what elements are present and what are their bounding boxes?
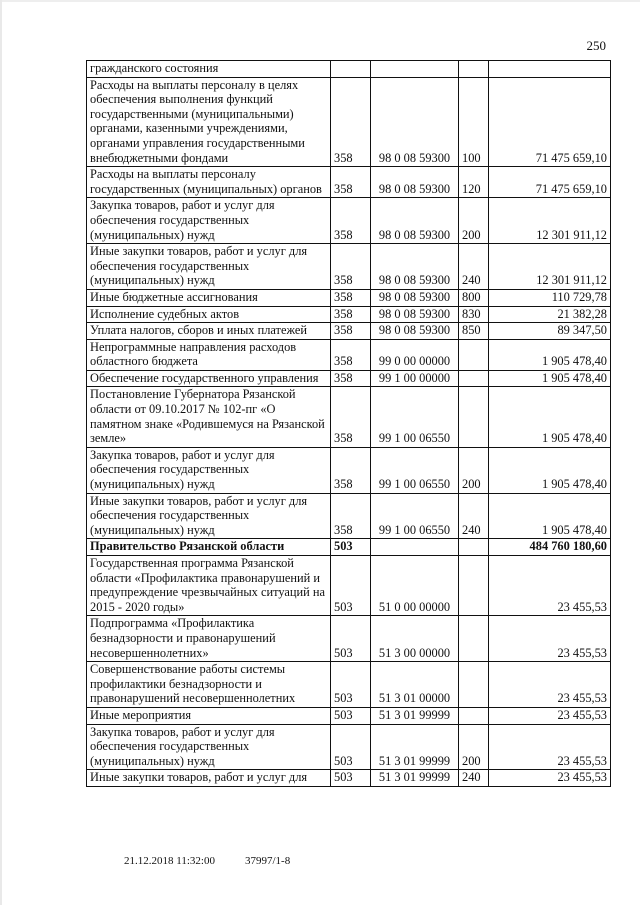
amount: 484 760 180,60: [489, 539, 611, 556]
expense-type: 240: [459, 770, 489, 787]
footer-timestamp: 21.12.2018 11:32:00: [124, 855, 215, 867]
page-number: 250: [586, 38, 606, 53]
table-row: [87, 323, 611, 340]
table-row: [87, 387, 611, 447]
target-article: 51 0 00 00000: [371, 556, 459, 616]
department-code: 358: [331, 77, 371, 167]
expense-name: Расходы на выплаты персоналу государственных (муниципальных) органов: [87, 167, 331, 198]
expense-type: [459, 387, 489, 447]
amount: 1 905 478,40: [489, 447, 611, 493]
amount: 89 347,50: [489, 323, 611, 340]
expense-name: Расходы на выплаты персоналу в целях обеспечения выполнения функций государственными (муниципальными) органами, казенными учреждениями, органами управления государственными внебюджетными фондами: [87, 77, 331, 167]
expense-type: [459, 616, 489, 662]
expense-name: Иные закупки товаров, работ и услуг для обеспечения государственных (муниципальных) нужд: [87, 244, 331, 290]
expense-name: Совершенствование работы системы профилактики безнадзорности и правонарушений несовершеннолетних: [87, 662, 331, 708]
table-row: [87, 77, 611, 167]
scan-left-edge: [0, 0, 2, 905]
table-row: [87, 198, 611, 244]
expense-name: Закупка товаров, работ и услуг для обеспечения государственных (муниципальных) нужд: [87, 198, 331, 244]
target-article: 99 1 00 06550: [371, 493, 459, 539]
table-row: [87, 724, 611, 770]
expense-name: Обеспечение государственного управления: [87, 370, 331, 387]
table-row: [87, 662, 611, 708]
expense-type: [459, 370, 489, 387]
amount: 23 455,53: [489, 707, 611, 724]
expense-type: 850: [459, 323, 489, 340]
amount: 71 475 659,10: [489, 167, 611, 198]
expense-type: 800: [459, 289, 489, 306]
table-row: [87, 289, 611, 306]
target-article: 99 0 00 00000: [371, 339, 459, 370]
department-code: 503: [331, 724, 371, 770]
table-row-department-total: [87, 539, 611, 556]
footer-doc-number: 37997/1-8: [244, 855, 291, 867]
target-article: 98 0 08 59300: [371, 306, 459, 323]
amount: 21 382,28: [489, 306, 611, 323]
table-row: [87, 770, 611, 787]
department-code: 503: [331, 770, 371, 787]
expense-type: 200: [459, 447, 489, 493]
expense-type: [459, 662, 489, 708]
amount: 1 905 478,40: [489, 370, 611, 387]
expense-type: 200: [459, 198, 489, 244]
department-code: 358: [331, 306, 371, 323]
amount: 23 455,53: [489, 616, 611, 662]
amount: 23 455,53: [489, 724, 611, 770]
target-article: 51 3 01 99999: [371, 707, 459, 724]
expense-type: 830: [459, 306, 489, 323]
table-row: [87, 447, 611, 493]
department-code: [331, 61, 371, 78]
table-row: [87, 339, 611, 370]
table-row: [87, 707, 611, 724]
department-code: 358: [331, 289, 371, 306]
expense-type: [459, 556, 489, 616]
table-row: [87, 616, 611, 662]
department-code: 358: [331, 493, 371, 539]
target-article: 51 3 01 00000: [371, 662, 459, 708]
department-code: 358: [331, 339, 371, 370]
expense-name: Постановление Губернатора Рязанской области от 09.10.2017 № 102-пг «О памятном знаке «Родившемуся на Рязанской земле»: [87, 387, 331, 447]
amount: 23 455,53: [489, 662, 611, 708]
table-row: [87, 370, 611, 387]
table-row: [87, 244, 611, 290]
department-code: 503: [331, 556, 371, 616]
page-footer: [124, 855, 290, 867]
expense-name: Исполнение судебных актов: [87, 306, 331, 323]
amount: 71 475 659,10: [489, 77, 611, 167]
target-article: 98 0 08 59300: [371, 323, 459, 340]
expense-name: Иные закупки товаров, работ и услуг для обеспечения государственных (муниципальных) нужд: [87, 493, 331, 539]
scan-top-edge: [0, 0, 640, 2]
table-row: [87, 167, 611, 198]
amount: 12 301 911,12: [489, 244, 611, 290]
target-article: [371, 61, 459, 78]
amount: 23 455,53: [489, 556, 611, 616]
amount: 12 301 911,12: [489, 198, 611, 244]
amount: 1 905 478,40: [489, 493, 611, 539]
expense-name: Иные мероприятия: [87, 707, 331, 724]
target-article: 99 1 00 00000: [371, 370, 459, 387]
expense-type: 240: [459, 244, 489, 290]
department-code: 358: [331, 370, 371, 387]
target-article: 51 3 00 00000: [371, 616, 459, 662]
department-code: 503: [331, 707, 371, 724]
target-article: 98 0 08 59300: [371, 198, 459, 244]
department-code: 358: [331, 447, 371, 493]
expense-name: Иные закупки товаров, работ и услуг для: [87, 770, 331, 787]
target-article: 99 1 00 06550: [371, 447, 459, 493]
table-row: [87, 306, 611, 323]
expense-name: Закупка товаров, работ и услуг для обеспечения государственных (муниципальных) нужд: [87, 724, 331, 770]
expense-type: 120: [459, 167, 489, 198]
expense-name: Государственная программа Рязанской области «Профилактика правонарушений и предупреждение чрезвычайных ситуаций на 2015 - 2020 годы»: [87, 556, 331, 616]
table-row: [87, 61, 611, 78]
department-code: 358: [331, 323, 371, 340]
department-code: 358: [331, 387, 371, 447]
expense-type: [459, 539, 489, 556]
target-article: 98 0 08 59300: [371, 289, 459, 306]
department-code: 503: [331, 662, 371, 708]
expense-name: гражданского состояния: [87, 61, 331, 78]
department-code: 358: [331, 244, 371, 290]
expense-name: Непрограммные направления расходов областного бюджета: [87, 339, 331, 370]
target-article: 98 0 08 59300: [371, 77, 459, 167]
expense-type: [459, 707, 489, 724]
amount: 1 905 478,40: [489, 339, 611, 370]
expense-type: 100: [459, 77, 489, 167]
expense-name: Иные бюджетные ассигнования: [87, 289, 331, 306]
expense-name: Уплата налогов, сборов и иных платежей: [87, 323, 331, 340]
budget-table: [86, 60, 611, 787]
target-article: 98 0 08 59300: [371, 167, 459, 198]
expense-type: [459, 339, 489, 370]
expense-name: Подпрограмма «Профилактика безнадзорности и правонарушений несовершеннолетних»: [87, 616, 331, 662]
department-code: 358: [331, 167, 371, 198]
amount: 23 455,53: [489, 770, 611, 787]
amount: 110 729,78: [489, 289, 611, 306]
department-code: 503: [331, 539, 371, 556]
table-row: [87, 556, 611, 616]
expense-type: 200: [459, 724, 489, 770]
target-article: 98 0 08 59300: [371, 244, 459, 290]
target-article: 51 3 01 99999: [371, 724, 459, 770]
expense-type: 240: [459, 493, 489, 539]
amount: 1 905 478,40: [489, 387, 611, 447]
expense-name: Закупка товаров, работ и услуг для обеспечения государственных (муниципальных) нужд: [87, 447, 331, 493]
target-article: [371, 539, 459, 556]
expense-type: [459, 61, 489, 78]
expense-name: Правительство Рязанской области: [87, 539, 331, 556]
department-code: 358: [331, 198, 371, 244]
department-code: 503: [331, 616, 371, 662]
target-article: 51 3 01 99999: [371, 770, 459, 787]
target-article: 99 1 00 06550: [371, 387, 459, 447]
table-row: [87, 493, 611, 539]
amount: [489, 61, 611, 78]
